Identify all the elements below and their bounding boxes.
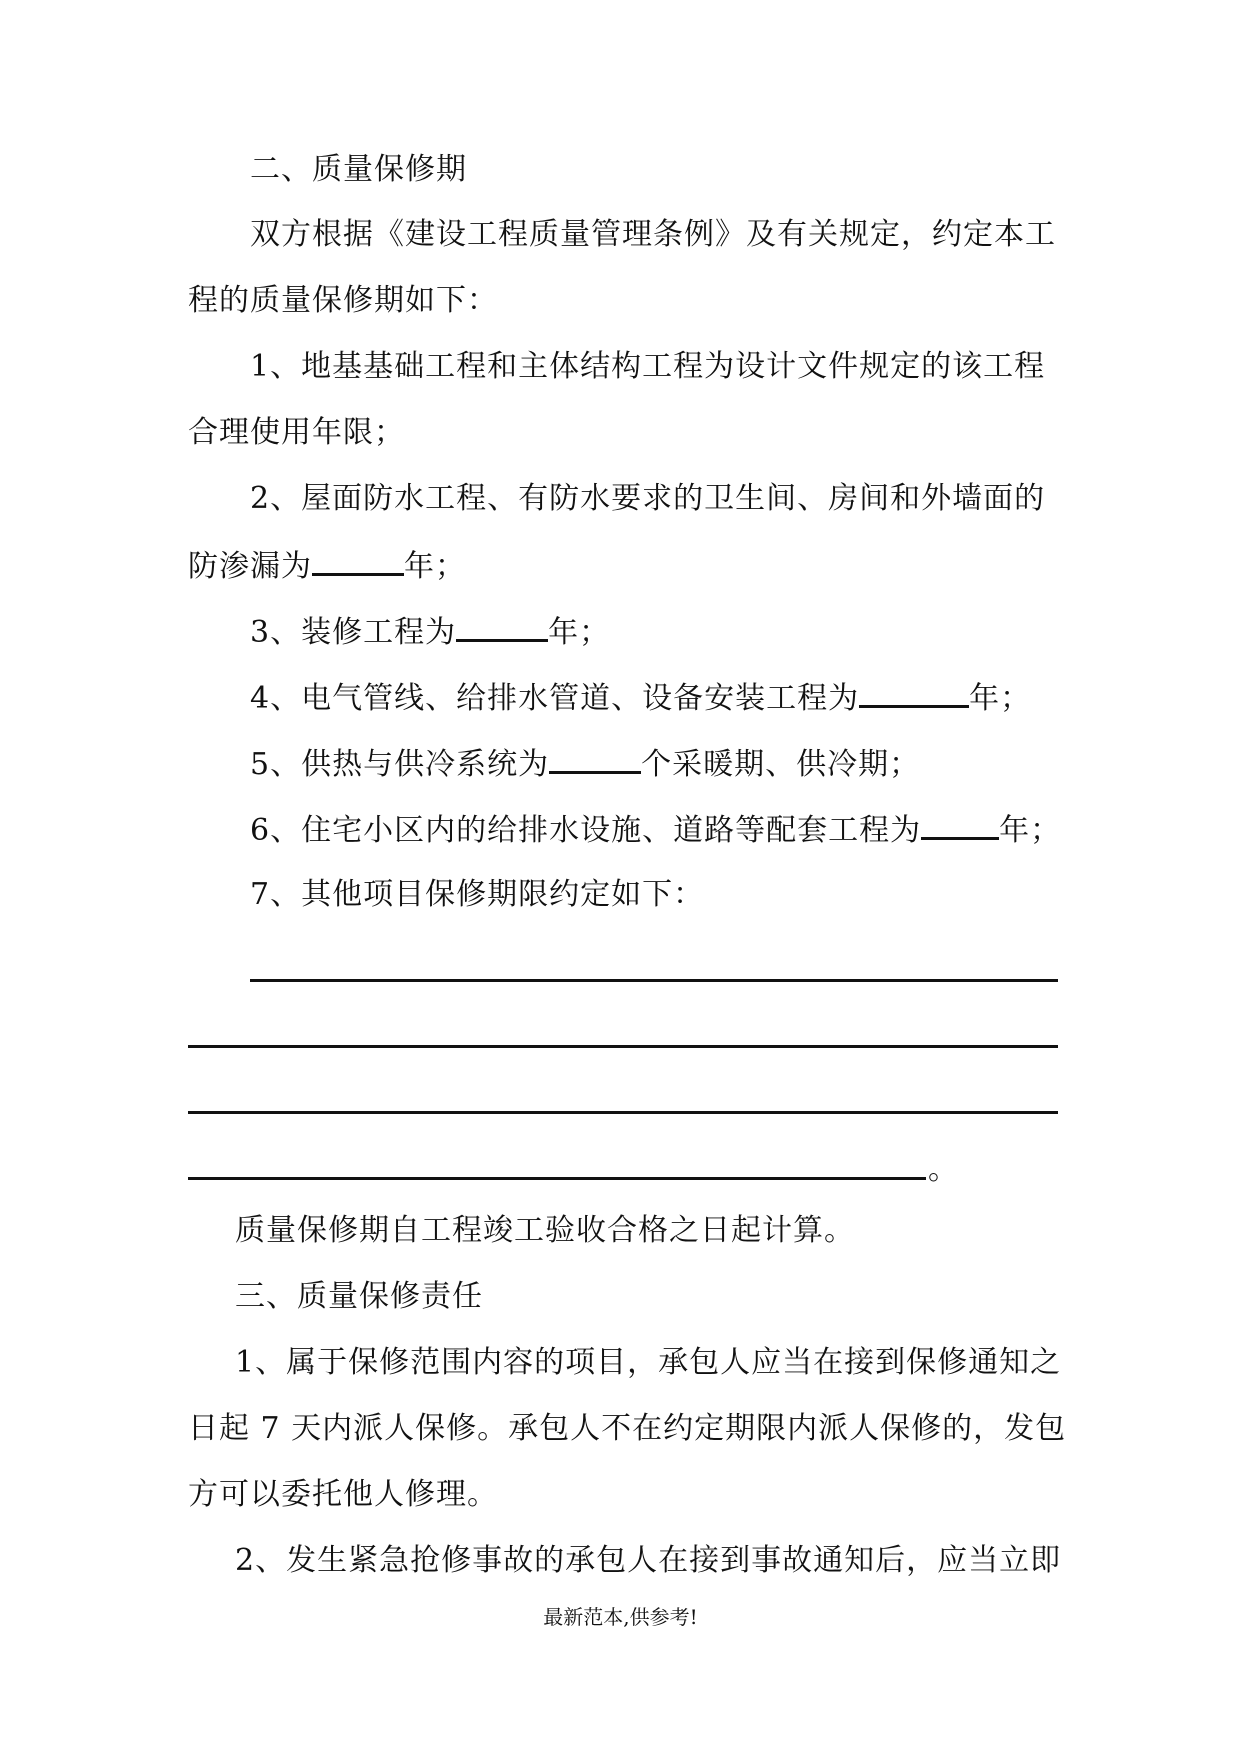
- item-7-fill-line-4[interactable]: [188, 1177, 926, 1180]
- item-2-line-2: [188, 545, 466, 587]
- item-7-end-mark: 。: [928, 1152, 959, 1187]
- section-3-item-2-line-1: 2、发生紧急抢修事故的承包人在接到事故通知后，应当立即: [235, 1543, 1062, 1578]
- item-3: [250, 611, 610, 653]
- section-2-intro-line-2: 程的质量保修期如下：: [188, 283, 498, 318]
- item-7-fill-line-1[interactable]: [250, 979, 1058, 982]
- section-3-item-1-line-3: 方可以委托他人修理。: [188, 1477, 498, 1512]
- item-4-prefix: 4、电气管线、给排水管道、设备安装工程为: [250, 681, 860, 716]
- item-4: [250, 677, 1031, 719]
- item-7-fill-line-3[interactable]: [188, 1111, 1058, 1114]
- item-2-blank[interactable]: [312, 545, 404, 576]
- item-2-prefix: 防渗漏为: [188, 549, 312, 584]
- item-3-prefix: 3、装修工程为: [250, 615, 457, 650]
- section-3-heading: 三、质量保修责任: [235, 1279, 483, 1314]
- item-5: [250, 743, 920, 785]
- item-3-blank[interactable]: [456, 611, 548, 642]
- item-6-blank[interactable]: [921, 809, 999, 840]
- section-2-heading: 二、质量保修期: [250, 152, 467, 187]
- section-3-item-1-line-2: 日起 7 天内派人保修。承包人不在约定期限内派人保修的，发包: [188, 1411, 1067, 1446]
- item-5-prefix: 5、供热与供冷系统为: [250, 747, 550, 782]
- section-3-item-1-line-1: 1、属于保修范围内容的项目，承包人应当在接到保修通知之: [235, 1345, 1062, 1380]
- item-4-suffix: 年；: [969, 681, 1032, 716]
- item-2-suffix: 年；: [404, 549, 466, 584]
- item-3-suffix: 年；: [548, 615, 611, 650]
- item-6: [250, 809, 1061, 851]
- section-2-intro-line-1: 双方根据《建设工程质量管理条例》及有关规定，约定本工: [250, 217, 1056, 252]
- item-7-fill-line-2[interactable]: [188, 1045, 1058, 1048]
- item-5-blank[interactable]: [549, 743, 641, 774]
- item-2-line-1: 2、屋面防水工程、有防水要求的卫生间、房间和外墙面的: [250, 481, 1046, 516]
- item-5-suffix: 个采暖期、供冷期；: [641, 747, 921, 782]
- item-6-prefix: 6、住宅小区内的给排水设施、道路等配套工程为: [250, 813, 922, 848]
- page-footer: 最新范本,供参考!: [543, 1605, 698, 1629]
- item-6-suffix: 年；: [999, 813, 1062, 848]
- item-1-line-2: 合理使用年限；: [188, 415, 405, 450]
- item-4-blank[interactable]: [859, 677, 969, 708]
- item-7: 7、其他项目保修期限约定如下：: [250, 877, 705, 912]
- item-1-line-1: 1、地基基础工程和主体结构工程为设计文件规定的该工程: [250, 349, 1046, 384]
- warranty-start-note: 质量保修期自工程竣工验收合格之日起计算。: [235, 1213, 855, 1248]
